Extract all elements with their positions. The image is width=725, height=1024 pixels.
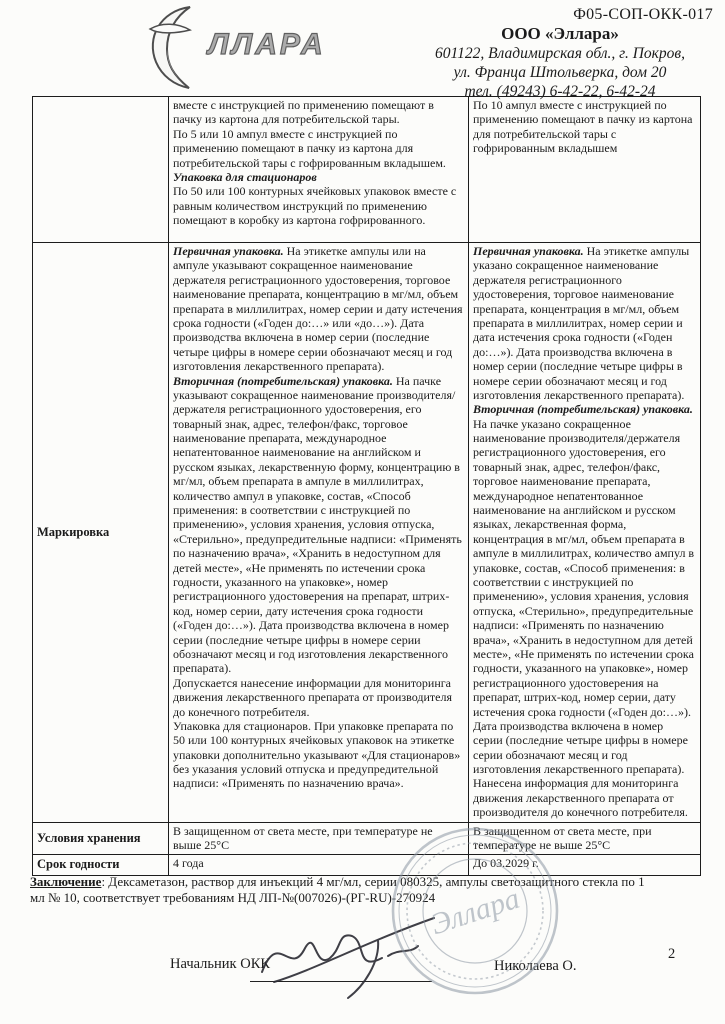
marking-col3-lead1: Первичная упаковка. bbox=[473, 244, 584, 258]
spec-table bbox=[32, 96, 701, 876]
marking-col3-text1: На этикетке ампулы указано сокращенное наименование держателя регистрационного удостоверения, торговое наименование препарата, концентрация в мг/мл, объем препарата в миллилитрах, номер серии и дата истечения срока годности («Годен до:…»). Дата производства включена в номер серии (последние четыре цифры в номере серии обозначают месяц и год изготовления лекарственного препарата). bbox=[473, 244, 690, 402]
marking-col2-lead1: Первичная упаковка. bbox=[173, 244, 284, 258]
marking-col2-lead2: Вторичная (потребительская) упаковка. bbox=[173, 373, 393, 388]
company-header bbox=[400, 24, 720, 101]
signature-line bbox=[250, 981, 432, 982]
marking-col2-hospital: Упаковка для стационаров. При упаковке препарата по 50 или 100 контурных ячейковых упаковок на этикетке упаковки дополнительно указывают «Для стационаров» без указания условий отпуска и предупредительной надписи: «Применять по назначению врача». bbox=[173, 718, 461, 791]
packaging-col3 bbox=[469, 97, 701, 243]
form-code: Ф05-СОП-ОКК-017 bbox=[573, 6, 713, 23]
stamp-center-text: Эллара bbox=[426, 881, 524, 942]
table-row-packaging bbox=[33, 97, 701, 243]
shelf-life-col2: 4 года bbox=[169, 854, 469, 875]
marking-col2-monitoring: Допускается нанесение информации для мониторинга движения лекарственного препарата от производителя до конечного потребителя. bbox=[173, 675, 453, 719]
row-label-shelf-life: Срок годности bbox=[33, 854, 169, 875]
marking-col2-text1: На этикетке ампулы или на ампуле указывают сокращенное наименование держателя регистрационного удостоверения, торговое наименование препарата, концентрацию в мг/мл, объем препарата в миллилитрах, номер серии и дату истечения срока годности («Годен до:…» или «до…»). Дата производства включена в номер серии (последние четыре цифры в номере серии обозначают месяц и год изготовления лекарственного препарата). bbox=[173, 244, 463, 374]
ellara-crescent-icon bbox=[142, 2, 206, 92]
packaging-col2-heading: Упаковка для стационаров bbox=[173, 169, 317, 184]
handwritten-signature bbox=[248, 908, 458, 1000]
marking-col3-text2: На пачке указано сокращенное наименование производителя/держателя регистрационного удостоверения, его товарный знак, адрес, телефон/факс, торговое наименование препарата, международное непатентованное наименование на английском и русском языках, лекарственная форма, концентрация в мг/мл, объем препарата в ампуле в миллилитрах, количество ампул в упаковке, состав, «Способ применения: в соответствии с инструкцией по применению», условия хранения, условия отпуска, «Стерильно», предупредительные надписи: «Применять по назначению врача», «Хранить в недоступном для детей месте», «Не применять по истечении срока годности, указанного на упаковке», номер регистрационного удостоверения на препарат, штрих-код, номер серии, дату истечения срока годности («Годен до:…»). Дата производства включена в номер серии (последние четыре цифры в номере серии обозначают месяц и год изготовления лекарственного препарата). bbox=[473, 416, 695, 777]
company-address-line1: 601122, Владимирская обл., г. Покров, bbox=[434, 44, 686, 62]
marking-col3 bbox=[469, 243, 701, 823]
signer-name: Николаева О. bbox=[494, 958, 577, 974]
storage-col2: В защищенном от света месте, при температуре не выше 25°С bbox=[169, 823, 469, 855]
page-number: 2 bbox=[668, 946, 676, 962]
shelf-life-col3: До 03.2029 г. bbox=[469, 854, 701, 875]
marking-col3-secondary bbox=[473, 402, 695, 776]
row-label-storage: Условия хранения bbox=[33, 823, 169, 855]
marking-col2-text2: На пачке указывают сокращенное наименование производителя/держателя регистрационного удостоверения, его товарный знак, адрес, телефон/факс, торговое наименование препарата, международное непатентованное наименование на английском и русском языках, лекарственную форму, концентрацию в мг/мл, объем препарата в ампуле в миллилитрах, количество ампул в упаковке, состав, «Способ применения: в соответствии с инструкцией по применению», условия хранения, условия отпуска, «Стерильно», предупредительные надписи: «Применять по назначению врача», «Хранить в недоступном для детей месте», «Не применять по истечении срока годности, указанного на упаковке», номер регистрационного удостоверения на препарат, штрих-код, номер серии, дату истечения срока годности («Годен до:…»). Дата производства включена в номер серии (последние четыре цифры в номере серии обозначают месяц и год изготовления лекарственного препарата). bbox=[173, 373, 462, 676]
table-row-shelf-life bbox=[33, 854, 701, 875]
table-row-storage bbox=[33, 823, 701, 855]
marking-col3-monitoring: Нанесена информация для мониторинга движения лекарственного препарата от производителя до конечного потребителя. bbox=[473, 776, 688, 820]
row-label-empty bbox=[33, 97, 169, 243]
marking-col3-lead2: Вторичная (потребительская) упаковка. bbox=[473, 402, 693, 417]
conclusion-paragraph bbox=[30, 874, 648, 907]
marking-col3-primary bbox=[473, 244, 695, 402]
company-address-line2: ул. Франца Штольверка, дом 20 bbox=[453, 63, 667, 81]
packaging-col2-p2: По 5 или 10 ампул вместе с инструкцией по применению помещают в пачку из картона для потребительской тары с гофрированным вкладышем. bbox=[173, 126, 446, 170]
logo-wordmark: ЛЛАРА bbox=[208, 28, 326, 61]
conclusion-label: Заключение bbox=[30, 874, 102, 889]
company-name: ООО «Эллара» bbox=[501, 24, 619, 43]
packaging-col2-p3: По 50 или 100 контурных ячейковых упаковок вместе с равным количеством инструкций по применению помещают в коробку из картона гофрированного. bbox=[173, 184, 457, 228]
packaging-col3-p1: По 10 ампул вместе с инструкцией по применению помещают в пачку из картона для потребительской тары с гофрированным вкладышем bbox=[473, 98, 693, 156]
company-phone: тел. (49243) 6-42-22, 6-42-24 bbox=[464, 82, 656, 100]
packaging-col2-p1: вместе с инструкцией по применению помещают в пачку из картона для потребительской тары. bbox=[173, 98, 434, 127]
table-row-marking bbox=[33, 243, 701, 823]
company-logo bbox=[142, 2, 332, 90]
storage-col3: В защищенном от света месте, при температуре не выше 25°С bbox=[469, 823, 701, 855]
marking-col2-primary bbox=[173, 244, 463, 374]
conclusion-text: : Дексаметазон, раствор для инъекций 4 мг/мл, серии 080325, ампулы светозащитного стекла по 1 мл № 10, соответствует требованиям НД ЛП-№(007026)-(РГ-RU)-270924 bbox=[30, 874, 645, 906]
packaging-col2 bbox=[169, 97, 469, 243]
marking-col2-secondary bbox=[173, 374, 463, 676]
signer-title: Начальник ОКК bbox=[170, 956, 271, 972]
marking-col2 bbox=[169, 243, 469, 823]
row-label-marking: Маркировка bbox=[33, 243, 169, 823]
